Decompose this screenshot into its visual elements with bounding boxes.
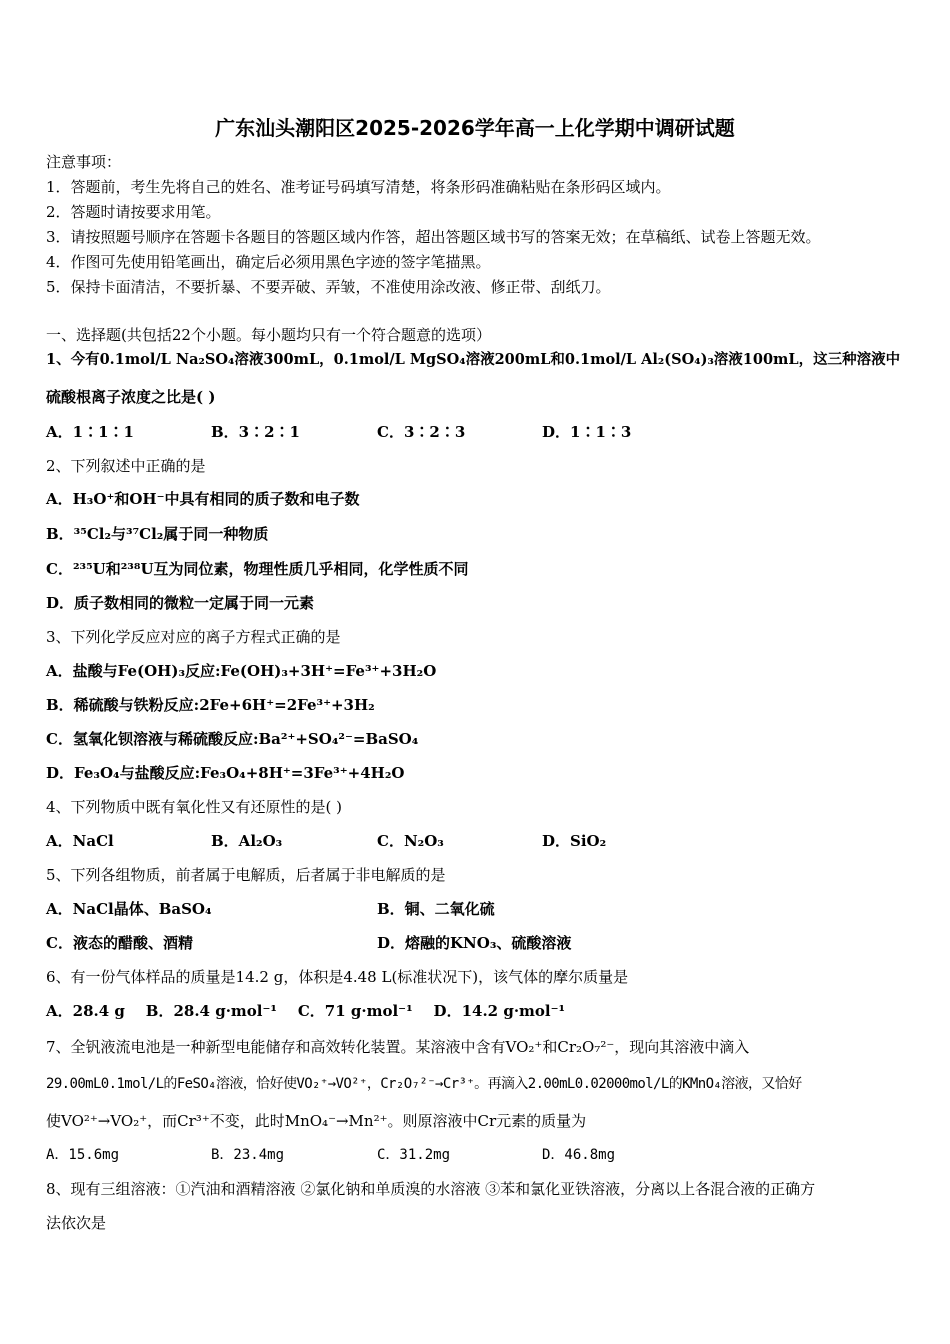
page-title: 广东汕头潮阳区2025-2026学年高一上化学期中调研试题 — [215, 116, 735, 140]
q4-stem: 4、下列物质中既有氧化性又有还原性的是( ) — [46, 798, 343, 816]
q3-stem: 3、下列化学反应对应的离子方程式正确的是 — [46, 628, 341, 646]
note-item: 2．答题时请按要求用笔。 — [46, 203, 221, 221]
q3-option-c: C．氢氧化钡溶液与稀硫酸反应:Ba²⁺+SO₄²⁻=BaSO₄ — [46, 730, 419, 748]
q4-option-a: A．NaCl — [46, 832, 114, 850]
section-heading: 一、选择题(共包括22个小题。每小题均只有一个符合题意的选项） — [46, 326, 491, 344]
q6-stem: 6、有一份气体样品的质量是14.2 g，体积是4.48 L(标准状况下)，该气体的摩尔质量是 — [46, 968, 629, 986]
q2-stem: 2、下列叙述中正确的是 — [46, 457, 206, 475]
q7-option-b: B．23.4mg — [211, 1147, 285, 1163]
note-item: 3．请按照题号顺序在答题卡各题目的答题区域内作答，超出答题区域书写的答案无效；在草稿纸、试卷上答题无效。 — [46, 228, 821, 246]
q4-option-b: B．Al₂O₃ — [211, 832, 283, 850]
q8-stem: 8、现有三组溶液：①汽油和酒精溶液 ②氯化钠和单质溴的水溶液 ③苯和氯化亚铁溶液，分离以上各混合液的正确方 — [46, 1180, 816, 1198]
notes-heading: 注意事项： — [46, 153, 122, 171]
q2-option-c: C．²³⁵U和²³⁸U互为同位素，物理性质几乎相同，化学性质不同 — [46, 560, 469, 578]
q4-option-d: D．SiO₂ — [542, 832, 607, 850]
q1-option-c: C．3∶2∶3 — [377, 423, 466, 441]
q5-stem: 5、下列各组物质，前者属于电解质，后者属于非电解质的是 — [46, 866, 446, 884]
note-item: 4．作图可先使用铅笔画出，确定后必须用黑色字迹的签字笔描黑。 — [46, 253, 491, 271]
q2-option-a: A．H₃O⁺和OH⁻中具有相同的质子数和电子数 — [46, 490, 360, 508]
q6-options: A．28.4 g B．28.4 g·mol⁻¹ C．71 g·mol⁻¹ D．14.2 g·mol⁻¹ — [46, 1002, 566, 1020]
note-item: 1．答题前，考生先将自己的姓名、准考证号码填写清楚，将条形码准确粘贴在条形码区域内。 — [46, 178, 671, 196]
q8-stem-cont: 法依次是 — [46, 1214, 107, 1232]
q3-option-d: D．Fe₃O₄与盐酸反应:Fe₃O₄+8H⁺=3Fe³⁺+4H₂O — [46, 764, 405, 782]
q1-stem-cont: 硫酸根离子浓度之比是( ) — [46, 388, 216, 406]
q7-option-c: C．31.2mg — [377, 1147, 451, 1163]
q1-option-b: B．3∶2∶1 — [211, 423, 300, 441]
q4-option-c: C．N₂O₃ — [377, 832, 444, 850]
note-item: 5．保持卡面清洁，不要折暴、不要弄破、弄皱，不准使用涂改液、修正带、刮纸刀。 — [46, 278, 611, 296]
q1-option-a: A．1∶1∶1 — [46, 423, 134, 441]
q2-option-d: D．质子数相同的微粒一定属于同一元素 — [46, 594, 315, 612]
q5-option-b: B．铜、二氧化硫 — [377, 900, 495, 918]
q7-stem-cont: 使VO²⁺→VO₂⁺，而Cr³⁺不变，此时MnO₄⁻→Mn²⁺。则原溶液中Cr元素的质量为 — [46, 1112, 587, 1130]
q7-stem-cont: 29.00mL0.1mol/L的FeSO₄溶液，恰好使VO₂⁺→VO²⁺，Cr₂O₇²⁻→Cr³⁺。再滴入2.00mL0.02000mol/L的KMnO₄溶液，又恰好 — [46, 1076, 802, 1092]
q5-option-c: C．液态的醋酸、酒精 — [46, 934, 193, 952]
q1-stem: 1、今有0.1mol/L Na₂SO₄溶液300mL，0.1mol/L MgSO₄溶液200mL和0.1mol/L Al₂(SO₄)₃溶液100mL，这三种溶液中 — [46, 351, 901, 368]
q7-option-a: A．15.6mg — [46, 1147, 120, 1163]
q1-option-d: D．1∶1∶3 — [542, 423, 632, 441]
q3-option-a: A．盐酸与Fe(OH)₃反应:Fe(OH)₃+3H⁺=Fe³⁺+3H₂O — [46, 662, 437, 680]
q7-stem: 7、全钒液流电池是一种新型电能储存和高效转化装置。某溶液中含有VO₂⁺和Cr₂O₇²⁻，现向其溶液中滴入 — [46, 1038, 750, 1056]
q2-option-b: B．³⁵Cl₂与³⁷Cl₂属于同一种物质 — [46, 525, 269, 543]
q7-option-d: D．46.8mg — [542, 1147, 616, 1163]
q3-option-b: B．稀硫酸与铁粉反应:2Fe+6H⁺=2Fe³⁺+3H₂ — [46, 696, 375, 714]
q5-option-d: D．熔融的KNO₃、硫酸溶液 — [377, 934, 572, 952]
q5-option-a: A．NaCl晶体、BaSO₄ — [46, 900, 212, 918]
